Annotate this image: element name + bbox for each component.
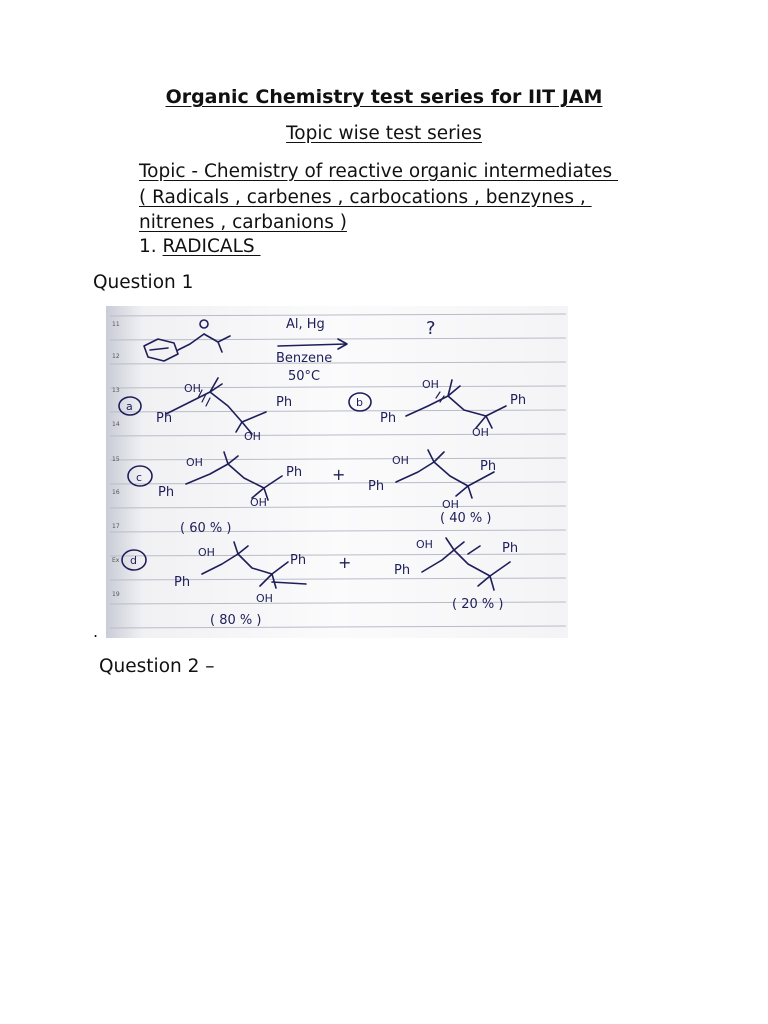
oh-label: OH xyxy=(184,382,201,395)
question-1-label: Question 1 xyxy=(93,272,194,293)
oh-label: OH xyxy=(416,538,433,551)
ph-label: Ph xyxy=(158,485,175,500)
ph-label: Ph xyxy=(156,411,173,426)
line-number: 15 xyxy=(112,456,120,463)
page-subtitle: Topic wise test series xyxy=(286,123,482,144)
page-title: Organic Chemistry test series for IIT JAM xyxy=(165,86,603,108)
topic-block xyxy=(139,159,699,236)
ph-label: Ph xyxy=(394,563,411,578)
section-name: RADICALS xyxy=(162,236,261,257)
oh-label: OH xyxy=(244,430,261,443)
d-yield-1: ( 80 % ) xyxy=(210,613,262,628)
oh-label: OH xyxy=(250,496,267,509)
option-b-label: b xyxy=(356,396,363,409)
plus-sign: + xyxy=(332,465,346,484)
line-number: 12 xyxy=(112,353,120,360)
plus-sign: + xyxy=(338,553,352,572)
oh-label: OH xyxy=(198,546,215,559)
oh-label: OH xyxy=(442,498,459,511)
ph-label: Ph xyxy=(290,553,307,568)
ph-label: Ph xyxy=(368,479,385,494)
stray-dot: . xyxy=(93,622,99,641)
c-yield-2: ( 40 % ) xyxy=(440,511,492,526)
section-number: 1. xyxy=(139,236,157,257)
line-number: 19 xyxy=(112,591,120,598)
ph-label: Ph xyxy=(380,411,397,426)
solvent-label: Benzene xyxy=(276,351,333,366)
oh-label: OH xyxy=(472,426,489,439)
temperature-label: 50°C xyxy=(288,369,321,384)
handwritten-question-image xyxy=(106,306,568,638)
ph-label: Ph xyxy=(510,393,527,408)
topic-line-1: Topic - Chemistry of reactive organic intermediates xyxy=(139,161,619,182)
line-number: 16 xyxy=(112,489,120,496)
section-heading xyxy=(139,236,261,257)
ph-label: Ph xyxy=(286,465,303,480)
ph-label: Ph xyxy=(276,395,293,410)
oh-label: OH xyxy=(186,456,203,469)
line-number: 17 xyxy=(112,523,120,530)
reagent-label: Al, Hg xyxy=(286,317,325,332)
oh-label: OH xyxy=(256,592,273,605)
option-d-label: d xyxy=(130,554,137,567)
option-c-label: c xyxy=(136,471,143,484)
option-a-label: a xyxy=(126,400,133,413)
ph-label: Ph xyxy=(480,459,497,474)
oh-label: OH xyxy=(392,454,409,467)
topic-line-2: ( Radicals , carbenes , carbocations , benzynes , xyxy=(139,186,592,208)
question-2-label: Question 2 – xyxy=(99,656,215,677)
line-number: 11 xyxy=(112,321,120,328)
oh-label: OH xyxy=(422,378,439,391)
d-yield-2: ( 20 % ) xyxy=(452,597,504,612)
unknown-product: ? xyxy=(426,318,436,339)
line-number: Ex xyxy=(112,557,120,564)
line-number: 14 xyxy=(112,421,120,428)
ph-label: Ph xyxy=(174,575,191,590)
c-yield-1: ( 60 % ) xyxy=(180,521,232,536)
line-number: 13 xyxy=(112,387,120,394)
ph-label: Ph xyxy=(502,541,519,556)
topic-line-3: nitrenes , carbanions ) xyxy=(139,212,347,233)
